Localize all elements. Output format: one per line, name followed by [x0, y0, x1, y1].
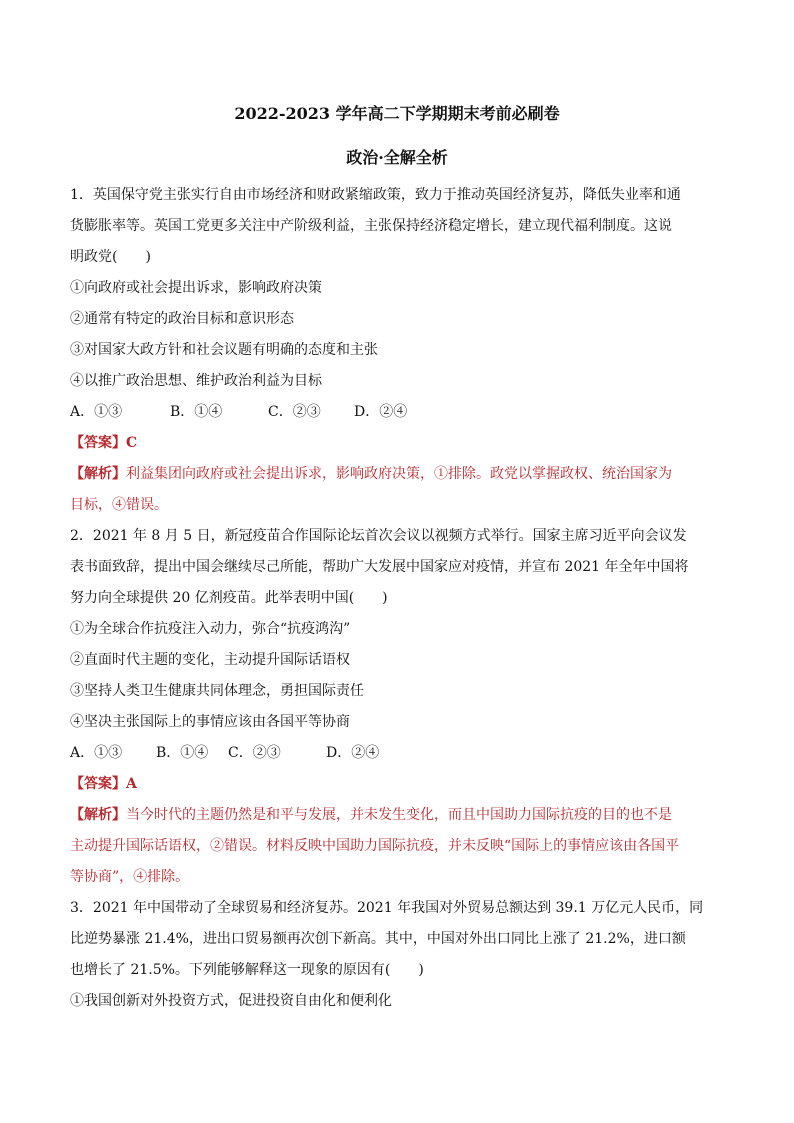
answer-line — [70, 769, 710, 800]
choice-c: C．②③ — [228, 745, 281, 761]
question-stem-line: 3．2021 年中国带动了全球贸易和经济复苏。2021 年我国对外贸易总额达到 39.1 万亿元人民币，同 — [70, 900, 704, 916]
question-stem-line: 1．英国保守党主张实行自由市场经济和财政紧缩政策，致力于推动英国经济复苏，降低失业率和通 — [70, 187, 681, 203]
question-option: ①我国创新对外投资方式，促进投资自由化和便利化 — [70, 993, 392, 1009]
analysis-tag: 【解析】 — [70, 466, 126, 482]
answer-tag: 【答案】 — [70, 435, 126, 451]
analysis-line — [70, 490, 710, 521]
question-stem-line: 努力向全球提供 20 亿剂疫苗。此举表明中国( ) — [70, 590, 388, 606]
choice-a: A．①③ — [70, 404, 123, 420]
question-option: ④坚决主张国际上的事情应该由各国平等协商 — [70, 714, 350, 730]
answer-value: C — [126, 435, 138, 451]
question-option: ②通常有特定的政治目标和意识形态 — [70, 311, 294, 327]
question-stem-line: 也增长了 21.5%。下列能够解释这一现象的原因有( ) — [70, 962, 424, 978]
question-option: ①向政府或社会提出诉求，影响政府决策 — [70, 280, 322, 296]
question-option: ①为全球合作抗疫注入动力，弥合“抗疫鸿沟” — [70, 621, 351, 637]
question-stem-line: 明政党( ) — [70, 249, 151, 265]
question-stem-line: 货膨胀率等。英国工党更多关注中产阶级利益，主张保持经济稳定增长，建立现代福利制度。这说 — [70, 218, 672, 234]
question-list — [70, 180, 710, 1017]
answer-line — [70, 428, 710, 459]
answer-choices — [70, 738, 710, 769]
question-stem-line: 比逆势暴涨 21.4%，进出口贸易额再次创下新高。其中，中国对外出口同比上涨了 21.2%，进口额 — [70, 931, 686, 947]
page-title: 2022-2023 学年高二下学期期末考前必刷卷 — [234, 104, 560, 123]
answer-choices — [70, 397, 710, 428]
analysis-text: 主动提升国际话语权，②错误。材料反映中国助力国际抗疫，并未反映“国际上的事情应该由各国平 — [70, 838, 680, 854]
analysis-text: 利益集团向政府或社会提出诉求，影响政府决策，①排除。政党以掌握政权、统治国家为 — [126, 466, 672, 482]
question-3 — [70, 893, 710, 1017]
question-option: ③对国家大政方针和社会议题有明确的态度和主张 — [70, 342, 378, 358]
analysis-line — [70, 459, 710, 490]
choice-a: A．①③ — [70, 745, 123, 761]
answer-value: A — [126, 776, 137, 792]
choice-c: C．②③ — [268, 404, 321, 420]
analysis-text: 当今时代的主题仍然是和平与发展，并未发生变化，而且中国助力国际抗疫的目的也不是 — [126, 807, 672, 823]
question-option: ②直面时代主题的变化，主动提升国际话语权 — [70, 652, 350, 668]
page-subtitle: 政治·全解全析 — [346, 148, 448, 167]
choice-d: D．②④ — [326, 745, 380, 761]
choice-b: B．①④ — [156, 745, 209, 761]
analysis-line — [70, 831, 710, 862]
question-stem-line: 2．2021 年 8 月 5 日，新冠疫苗合作国际论坛首次会议以视频方式举行。国家主席习近平向会议发 — [70, 528, 687, 544]
analysis-line — [70, 800, 710, 831]
question-option: ④以推广政治思想、维护政治利益为目标 — [70, 373, 322, 389]
question-option: ③坚持人类卫生健康共同体理念，勇担国际责任 — [70, 683, 364, 699]
analysis-text: 目标，④错误。 — [70, 497, 168, 513]
question-1 — [70, 180, 710, 521]
analysis-text: 等协商”，④排除。 — [70, 869, 190, 885]
choice-d: D．②④ — [354, 404, 408, 420]
answer-tag: 【答案】 — [70, 776, 126, 792]
question-2 — [70, 521, 710, 893]
analysis-tag: 【解析】 — [70, 807, 126, 823]
choice-b: B．①④ — [170, 404, 223, 420]
analysis-line — [70, 862, 710, 893]
question-stem-line: 表书面致辞，提出中国会继续尽己所能，帮助广大发展中国家应对疫情，并宣布 2021 年全年中国将 — [70, 559, 689, 575]
